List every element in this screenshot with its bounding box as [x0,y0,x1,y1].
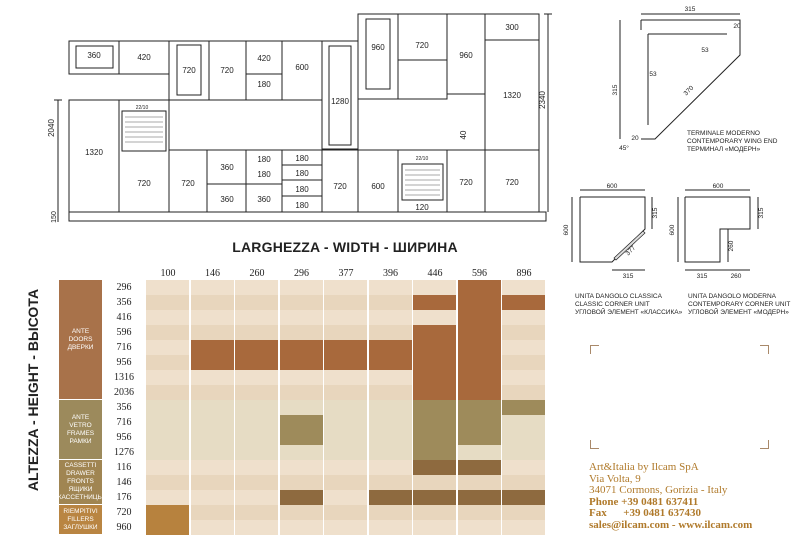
grid-cell [146,355,190,371]
grid-cell [146,310,190,326]
grid-cell [458,415,502,431]
grid-cell [458,310,502,326]
grid-cell [235,310,279,326]
dim-720-b: 720 [220,66,234,75]
dim-120: 120 [415,203,429,212]
grid-cell [235,325,279,341]
height-header: 716 [116,417,132,428]
grid-cell [146,415,190,431]
row-group: ANTE DOORS ДВЕРКИ [59,280,102,399]
grid-cell [458,280,502,296]
grid-cell [191,445,235,461]
grid-cell [146,295,190,311]
grid-cell [458,295,502,311]
grid-cell [146,490,190,506]
grid-cell [324,340,368,356]
grid-cell [369,460,413,476]
classic-dim-diag: 377 [624,244,638,258]
grid-cell [191,280,235,296]
dim-40: 40 [459,130,468,140]
grid-cell [369,415,413,431]
grid-cell [458,475,502,491]
height-header: 416 [116,312,132,323]
grid-cell [235,295,279,311]
wing-caption: TERMINALE MODERNO CONTEMPORARY WING END ТЕРМИНАЛ «МОДЕРН» [687,130,778,153]
grid-cell [324,430,368,446]
grid-cell [235,385,279,401]
dim-720-lower-a: 720 [137,179,151,188]
grid-cell [502,295,546,311]
grid-cell [502,400,546,416]
oven-label: 22/10 [415,156,429,162]
width-title: LARGHEZZA - WIDTH - ШИРИНА [232,239,458,255]
dim-2040: 2040 [47,119,56,137]
modern-dim-right: 315 [758,207,765,219]
wing-dim-370: 370 [682,84,696,98]
dim-600-lower: 600 [371,182,385,191]
height-header: 1316 [114,372,134,383]
modern-dim-bottom-a: 315 [696,273,708,280]
width-header: 896 [516,268,532,279]
grid-cell [502,415,546,431]
dim-420: 420 [137,53,151,62]
classic-caption: UNITA DANGOLO CLASSICA CLASSIC CORNER UNIT УГЛОВОЙ ЭЛЕМЕНТ «КЛАССИКА» [575,293,683,316]
grid-cell [146,325,190,341]
classic-dim-top: 600 [606,183,618,190]
classic-dim-right: 315 [652,207,659,219]
grid-cell [191,340,235,356]
grid-cell [191,385,235,401]
grid-cell [369,490,413,506]
grid-cell [413,325,457,341]
grid-cell [413,505,457,521]
row-group: ANTE VETRO FRAMES РАМКИ [59,400,102,459]
wing-angle: 45° [619,145,629,152]
width-header: 446 [427,268,443,279]
grid-cell [369,295,413,311]
row-group: CASSETTI DRAWER FRONTS ЯЩИКИ КАССЕТНИЦЫ [59,460,102,504]
grid-cell [413,520,457,536]
dim-600: 600 [295,63,309,72]
height-header: 716 [116,342,132,353]
grid-cell [191,520,235,536]
grid-cell [324,415,368,431]
grid-cell [502,475,546,491]
height-header: 1276 [114,447,134,458]
grid-cell [235,355,279,371]
grid-cell [413,445,457,461]
web: sales@ilcam.com - www.ilcam.com [589,518,753,531]
grid-cell [413,280,457,296]
grid-cell [191,310,235,326]
grid-cell [191,490,235,506]
modern-dim-bottom-b: 260 [730,273,742,280]
grid-cell [324,385,368,401]
width-header: 377 [338,268,354,279]
grid-cell [146,370,190,386]
grid-cell [191,460,235,476]
grid-cell [146,340,190,356]
grid-cell [235,430,279,446]
height-header: 146 [116,477,132,488]
height-header: 296 [116,282,132,293]
grid-cell [146,400,190,416]
grid-cell [502,490,546,506]
grid-cell [502,280,546,296]
width-header: 100 [160,268,176,279]
phone: Phone +39 0481 637411 [589,495,699,508]
grid-cell [146,520,190,536]
grid-cell [280,385,324,401]
dim-1320-right: 1320 [503,91,521,100]
grid-cell [502,340,546,356]
grid-cell [413,475,457,491]
dim-180-c: 180 [295,154,309,163]
dim-360-lower-a: 360 [220,163,234,172]
crop-mark-tr [760,345,769,354]
height-header: 356 [116,297,132,308]
grid-cell [324,355,368,371]
row-group: RIEMPITIVI FILLERS ЗАГЛУШКИ [59,505,102,534]
grid-cell [280,430,324,446]
grid-cell [369,475,413,491]
grid-cell [413,430,457,446]
dim-180-top: 180 [257,80,271,89]
grid-cell [146,475,190,491]
grid-cell [191,415,235,431]
grid-cell [280,520,324,536]
wing-dim-side: 315 [612,84,619,96]
grid-cell [191,295,235,311]
crop-mark-bl [590,440,599,449]
grid-cell [280,415,324,431]
grid-cell [235,475,279,491]
dim-720-lower-c: 720 [333,182,347,191]
dim-180-e: 180 [295,185,309,194]
dim-2340: 2340 [538,91,547,109]
oven-label-top: 22/10 [135,105,149,111]
crop-mark-br [760,440,769,449]
grid-cell [369,400,413,416]
grid-cell [458,340,502,356]
street: Via Volta, 9 [589,472,641,485]
grid-cell [235,415,279,431]
grid-cell [280,400,324,416]
height-header: 956 [116,357,132,368]
dim-180-d: 180 [295,169,309,178]
grid-cell [413,415,457,431]
height-header: 2036 [114,387,134,398]
grid-cell [369,355,413,371]
grid-cell [146,430,190,446]
wing-dim-top-small: 20 [733,23,741,30]
grid-cell [280,460,324,476]
grid-cell [502,505,546,521]
grid-cell [324,400,368,416]
grid-cell [413,340,457,356]
dim-720-lower-e: 720 [505,178,519,187]
dim-180-a: 180 [257,155,271,164]
grid-cell [458,520,502,536]
height-header: 956 [116,432,132,443]
grid-cell [191,325,235,341]
dim-1280: 1280 [331,97,349,106]
grid-cell [369,280,413,296]
height-title: ALTEZZA - HEIGHT - ВЫСОТА [25,288,41,492]
grid-cell [191,430,235,446]
grid-cell [324,475,368,491]
grid-cell [235,340,279,356]
grid-cell [413,385,457,401]
grid-cell [413,460,457,476]
grid-cell [458,490,502,506]
dim-960-b: 960 [459,51,473,60]
grid-cell [324,370,368,386]
grid-cell [324,460,368,476]
grid-cell [324,280,368,296]
grid-cell [458,355,502,371]
grid-cell [235,520,279,536]
grid-cell [458,400,502,416]
grid-cell [191,400,235,416]
grid-cell [324,295,368,311]
grid-cell [369,310,413,326]
grid-cell [413,355,457,371]
classic-dim-side: 600 [563,224,570,236]
grid-cell [369,520,413,536]
grid-cell [191,475,235,491]
height-header: 720 [116,507,132,518]
wing-dim-53-a: 53 [701,47,709,54]
height-header: 356 [116,402,132,413]
grid-cell [369,430,413,446]
grid-cell [324,490,368,506]
grid-cell [280,490,324,506]
grid-cell [324,505,368,521]
grid-cell [280,325,324,341]
grid-cell [458,460,502,476]
modern-dim-inner: 260 [728,240,735,252]
grid-cell [458,430,502,446]
grid-cell [324,445,368,461]
grid-cell [369,385,413,401]
grid-cell [191,355,235,371]
grid-cell [280,295,324,311]
grid-cell [146,445,190,461]
grid-cell [280,505,324,521]
grid-cell [458,385,502,401]
dim-720-a: 720 [182,66,196,75]
height-header: 596 [116,327,132,338]
dim-420-b: 420 [257,54,271,63]
grid-cell [324,520,368,536]
grid-cell [502,520,546,536]
dim-360-lower-c: 360 [257,195,271,204]
grid-cell [413,310,457,326]
grid-cell [146,460,190,476]
dim-360: 360 [87,51,101,60]
crop-mark-tl [590,345,599,354]
grid-cell [146,280,190,296]
city: 34071 Cormons, Gorizia - Italy [589,484,728,496]
dim-300: 300 [505,23,519,32]
grid-cell [502,310,546,326]
modern-caption: UNITA DANGOLO MODERNA CONTEMPORARY CORNER UNIT УГЛОВОЙ ЭЛЕМЕНТ «МОДЕРН» [688,293,791,316]
dim-720-lower-d: 720 [459,178,473,187]
wing-dim-53-b: 53 [649,71,657,78]
grid-cell [280,445,324,461]
grid-cell [413,400,457,416]
grid-cell [458,325,502,341]
classic-dim-bottom: 315 [622,273,634,280]
grid-cell [458,445,502,461]
dim-1320-left: 1320 [85,148,103,157]
grid-cell [369,325,413,341]
grid-cell [502,325,546,341]
grid-cell [235,505,279,521]
grid-cell [280,280,324,296]
company-name: Art&Italia by Ilcam SpA [589,461,699,473]
grid-cell [369,445,413,461]
modern-dim-side: 600 [669,224,676,236]
width-header: 146 [205,268,220,279]
grid-cell [324,325,368,341]
grid-cell [280,310,324,326]
grid-cell [458,505,502,521]
width-header: 296 [294,268,309,279]
dim-150: 150 [51,211,58,223]
grid-cell [146,505,190,521]
dim-180-f: 180 [295,201,309,210]
grid-cell [191,370,235,386]
fax: Fax +39 0481 637430 [589,507,701,519]
grid-cell [369,340,413,356]
grid-cell [502,445,546,461]
grid-cell [413,295,457,311]
grid-cell [369,370,413,386]
dim-720-lower-b: 720 [181,179,195,188]
height-header: 960 [116,522,132,533]
grid-cell [502,430,546,446]
grid-cell [146,385,190,401]
grid-cell [413,490,457,506]
grid-cell [280,340,324,356]
grid-cell [235,460,279,476]
grid-cell [280,475,324,491]
grid-cell [369,505,413,521]
modern-dim-top: 600 [712,183,724,190]
grid-cell [235,445,279,461]
grid-cell [502,355,546,371]
grid-cell [235,370,279,386]
grid-cell [191,505,235,521]
dim-180-b: 180 [257,170,271,179]
grid-cell [235,280,279,296]
dim-960: 960 [371,43,385,52]
grid-cell [502,385,546,401]
grid-cell [324,310,368,326]
wing-dim-20: 20 [631,135,639,142]
dim-360-lower-b: 360 [220,195,234,204]
height-header: 176 [116,492,132,503]
contact-block [589,462,752,531]
width-header: 260 [249,268,265,279]
grid-cell [280,370,324,386]
height-header: 116 [116,462,132,473]
wing-dim-top: 315 [684,6,696,13]
grid-cell [280,355,324,371]
grid-cell [458,370,502,386]
grid-cell [502,370,546,386]
grid-cell [235,490,279,506]
width-header: 596 [472,268,487,279]
grid-cell [235,400,279,416]
width-header: 396 [383,268,398,279]
dim-720-c: 720 [415,41,429,50]
grid-cell [413,370,457,386]
grid-cell [502,460,546,476]
